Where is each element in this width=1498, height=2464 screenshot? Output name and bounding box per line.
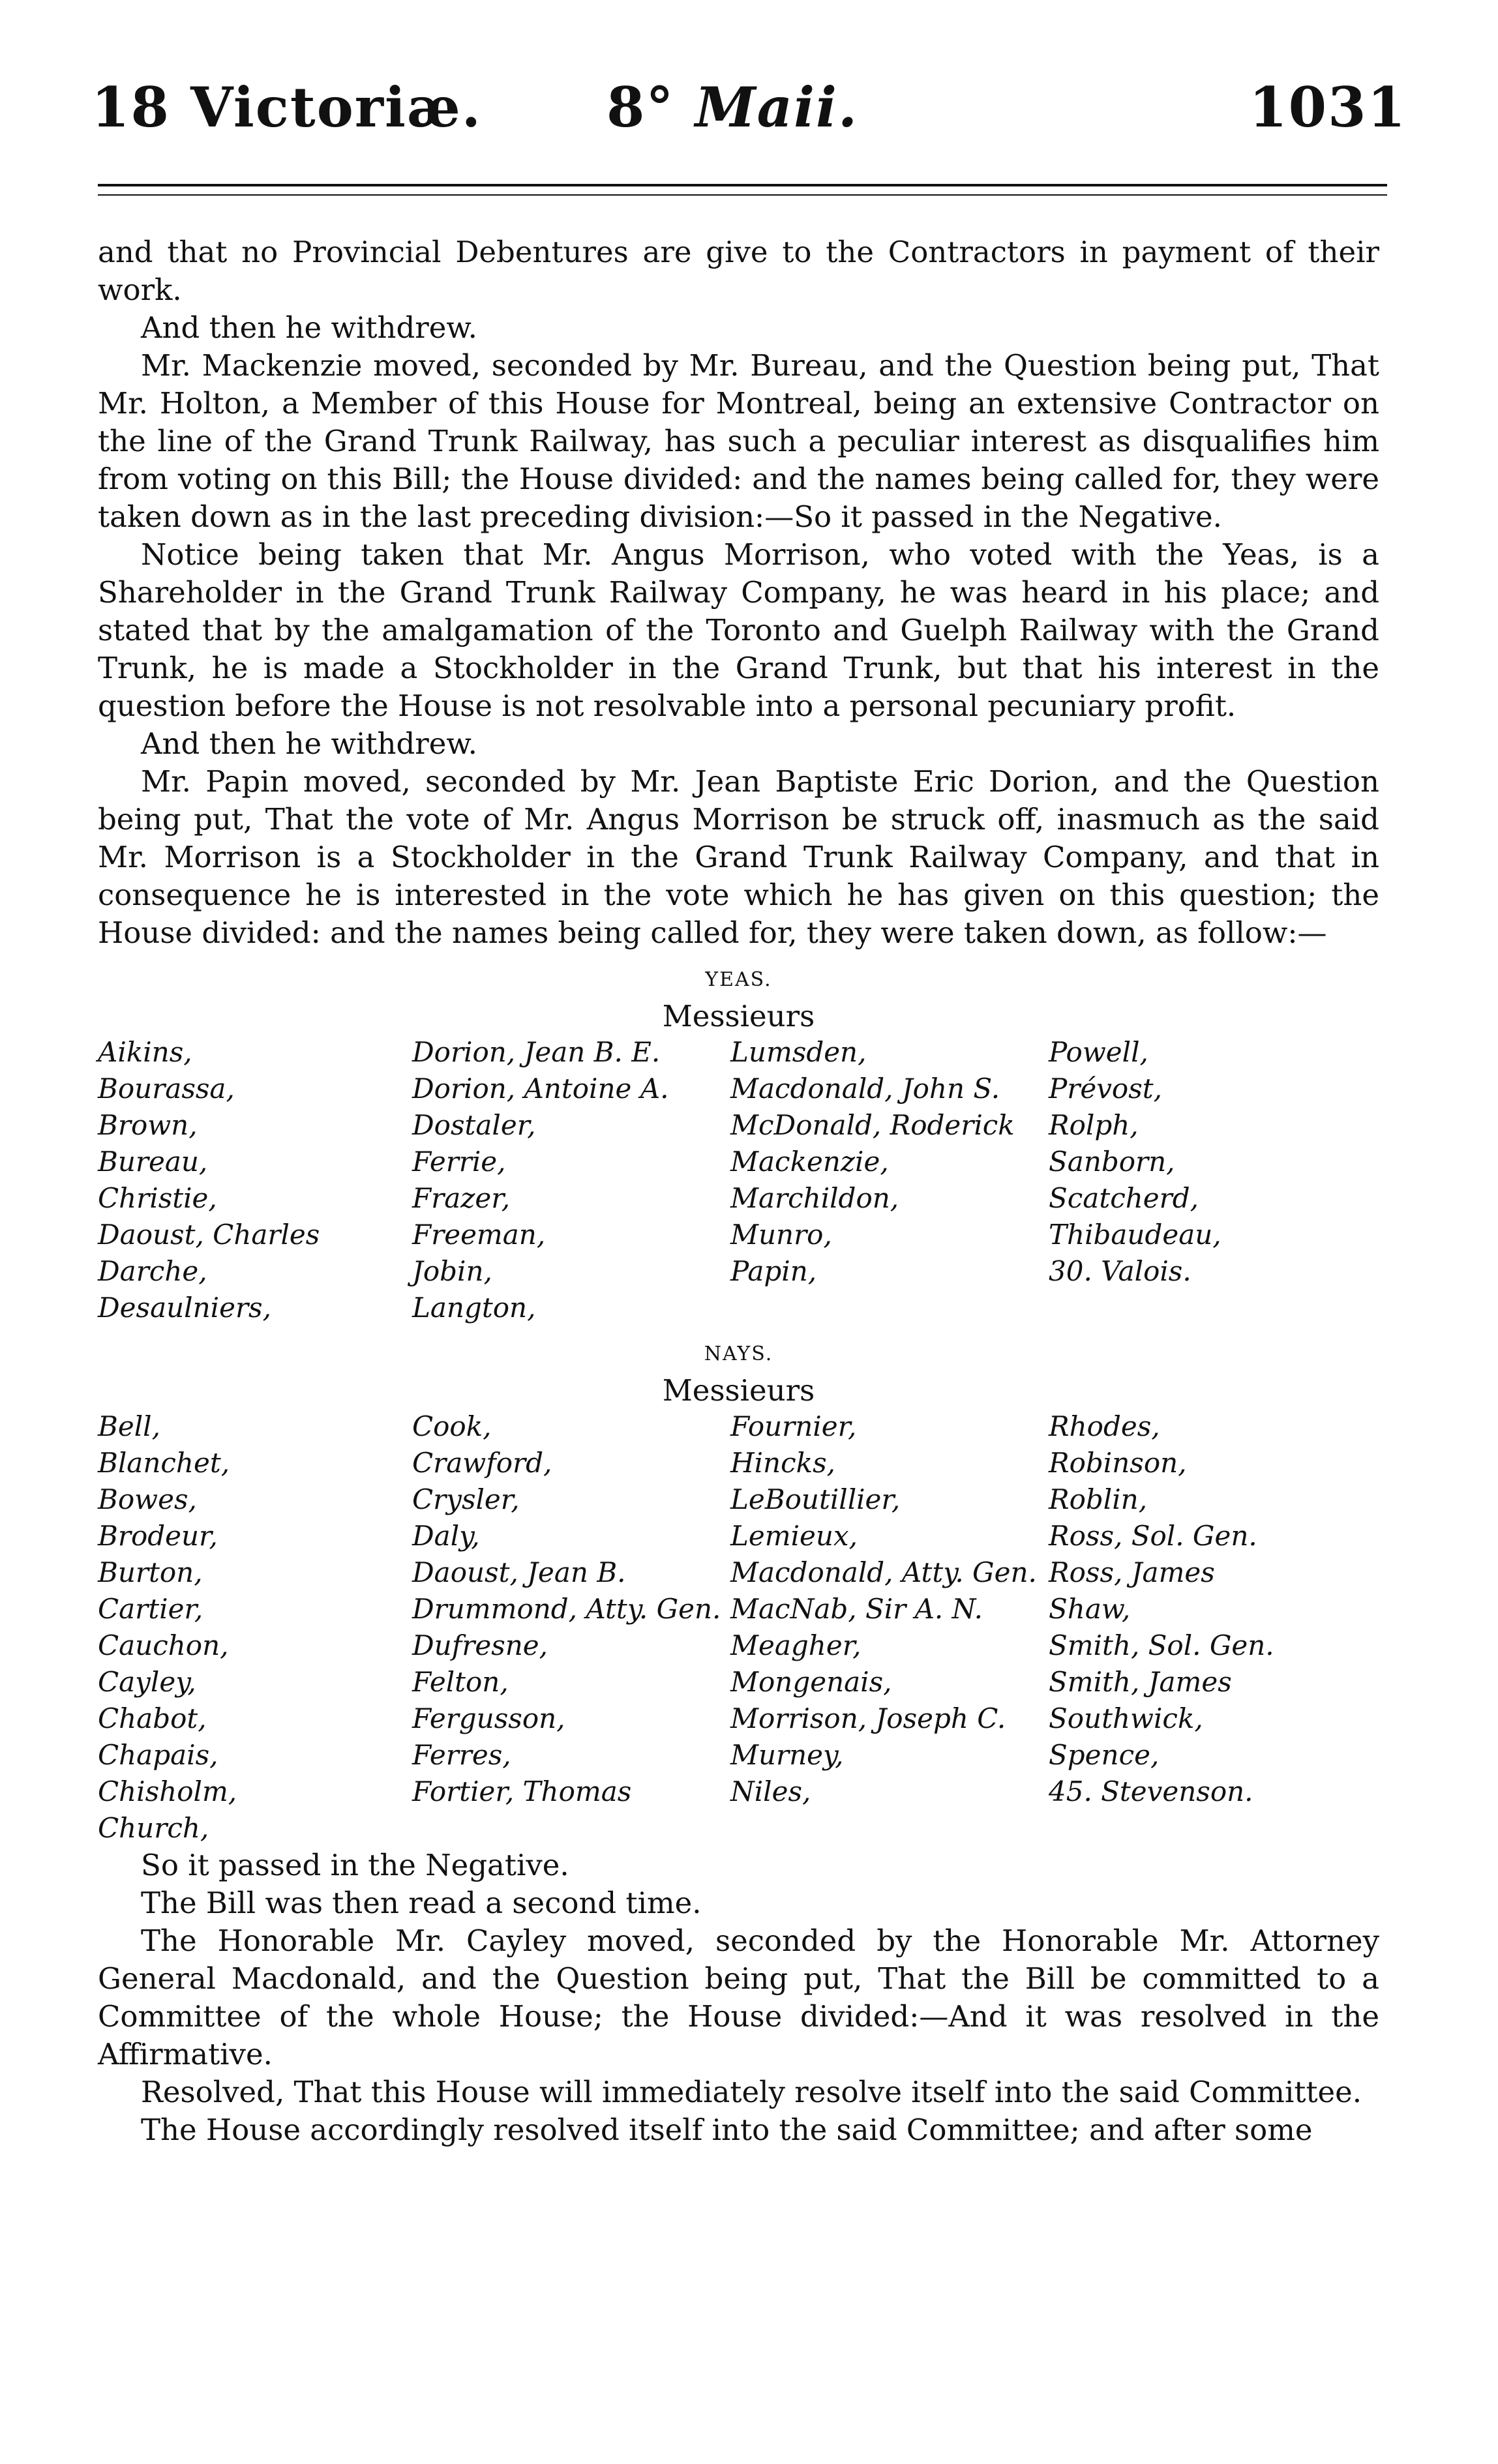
member-name: Niles, (730, 1775, 811, 1807)
member-name: Bourassa, (98, 1073, 235, 1105)
header-rule-thick (98, 184, 1387, 186)
member-name: Bell, (98, 1410, 160, 1442)
member-name: Southwick, (1049, 1702, 1203, 1734)
member-name: Frazer, (412, 1182, 511, 1214)
member-name: Smith, James (1049, 1666, 1232, 1698)
member-name: Mackenzie, (730, 1146, 889, 1178)
member-name: Sanborn, (1049, 1146, 1175, 1178)
top-paragraphs (98, 233, 1379, 952)
member-name: Spence, (1049, 1739, 1160, 1771)
member-name: Thibaudeau, (1049, 1219, 1221, 1251)
member-name: Rhodes, (1049, 1410, 1160, 1442)
paragraph: And then he withdrew. (141, 726, 477, 761)
member-name: 45. Stevenson. (1049, 1775, 1253, 1807)
member-name: Marchildon, (730, 1182, 899, 1214)
member-name (730, 1290, 1049, 1326)
member-name: Powell, (1049, 1036, 1148, 1068)
member-name: Dostaler, (412, 1109, 536, 1141)
member-name: Dufresne, (412, 1629, 548, 1661)
member-name (730, 1810, 1049, 1847)
member-name: Ross, Sol. Gen. (1049, 1520, 1257, 1552)
member-name: Smith, Sol. Gen. (1049, 1629, 1274, 1661)
member-name: Fortier, Thomas (412, 1775, 632, 1807)
member-name: Desaulniers, (98, 1292, 271, 1324)
member-name: Felton, (412, 1666, 509, 1698)
member-name: Ferrie, (412, 1146, 506, 1178)
member-name: Ferres, (412, 1739, 511, 1771)
header-date (607, 75, 858, 140)
member-name: Scatcherd, (1049, 1182, 1199, 1214)
member-name: Cartier, (98, 1593, 203, 1625)
member-name: Prévost, (1049, 1073, 1162, 1105)
header-month: Maii. (695, 75, 859, 140)
member-name: Cook, (412, 1410, 492, 1442)
paragraph: The Honorable Mr. Cayley moved, seconded by the Honorable Mr. Attorney General Macdonald, and the Question being put, That the Bill be committed to a Committee of the whole House; the House divided:—And it was resolved in the Affirmative. (98, 1923, 1379, 2071)
member-name (1049, 1290, 1379, 1326)
member-name: Morrison, Joseph C. (730, 1702, 1006, 1734)
nays-messieurs: Messieurs (662, 1373, 815, 1408)
member-name: Shaw, (1049, 1593, 1131, 1625)
member-name: Crysler, (412, 1483, 520, 1515)
page-header (91, 75, 1407, 160)
member-name: Munro, (730, 1219, 832, 1251)
header-rule-thin (98, 194, 1387, 196)
member-name: Darche, (98, 1255, 207, 1287)
member-name: Ross, James (1049, 1556, 1215, 1588)
member-name: Chapais, (98, 1739, 218, 1771)
member-name: Fournier, (730, 1410, 857, 1442)
paragraph: and that no Provincial Debentures are give to the Contractors in payment of their work. (98, 235, 1379, 307)
member-name: Freeman, (412, 1219, 546, 1251)
member-name: Daoust, Jean B. (412, 1556, 626, 1588)
member-name: Burton, (98, 1556, 203, 1588)
member-name: Church, (98, 1812, 209, 1844)
member-name: Chisholm, (98, 1775, 237, 1807)
paragraph: The Bill was then read a second time. (141, 1886, 702, 1920)
member-name: Brown, (98, 1109, 198, 1141)
member-name: Meagher, (730, 1629, 861, 1661)
paragraph: Notice being taken that Mr. Angus Morrison, who voted with the Yeas, is a Shareholder in the Grand Trunk Railway Company, he was heard in his place; and stated that by the amalgamation of the Toronto and Guelph Railway with the Grand Trunk, he is made a Stockholder in the Grand Trunk, but that his interest in the question before the House is not resolvable into a personal pecuniary profit. (98, 537, 1379, 723)
member-name: Crawford, (412, 1447, 552, 1479)
member-name: Chabot, (98, 1702, 207, 1734)
member-name: Brodeur, (98, 1520, 218, 1552)
member-name: Mongenais, (730, 1666, 892, 1698)
member-name: McDonald, Roderick (730, 1109, 1015, 1141)
page-body (98, 233, 1379, 2149)
member-name: Jobin, (412, 1255, 492, 1287)
header-regnal-year: 18 Victoriæ. (91, 75, 483, 140)
member-name: Drummond, Atty. Gen. (412, 1593, 721, 1625)
member-name: Cauchon, (98, 1629, 229, 1661)
member-name: Dorion, Jean B. E. (412, 1036, 661, 1068)
member-name: Christie, (98, 1182, 217, 1214)
member-name: Aikins, (98, 1036, 192, 1068)
member-name: Bureau, (98, 1146, 208, 1178)
page-number: 1031 (1249, 75, 1407, 140)
member-name: Langton, (412, 1292, 536, 1324)
member-name: Hincks, (730, 1447, 835, 1479)
nays-name-list (98, 1408, 1379, 1847)
yeas-name-list (98, 1034, 1379, 1326)
member-name: LeBoutillier, (730, 1483, 901, 1515)
member-name: Daly, (412, 1520, 480, 1552)
member-name (1049, 1810, 1379, 1847)
paragraph: Mr. Mackenzie moved, seconded by Mr. Bureau, and the Question being put, That Mr. Holton, a Member of this House for Montreal, being an extensive Contractor on the line of the Grand Trunk Railway, has such a peculiar interest as disqualifies him from voting on this Bill; the House divided: and the names being called for, they were taken down as in the last preceding division:—So it passed in the Negative. (98, 348, 1379, 534)
paragraph: The House accordingly resolved itself into the said Committee; and after some (141, 2113, 1313, 2147)
member-name: 30. Valois. (1049, 1255, 1191, 1287)
member-name: Lumsden, (730, 1036, 867, 1068)
paragraph: Mr. Papin moved, seconded by Mr. Jean Baptiste Eric Dorion, and the Question being put, That the vote of Mr. Angus Morrison be struck off, inasmuch as the said Mr. Morrison is a Stockholder in the Grand Trunk Railway Company, and that in consequence he is interested in the vote which he has given on this question; the House divided: and the names being called for, they were taken down, as follow:— (98, 764, 1379, 950)
member-name: Daoust, Charles (98, 1219, 320, 1251)
member-name: Macdonald, Atty. Gen. (730, 1556, 1037, 1588)
member-name: Cayley, (98, 1666, 196, 1698)
member-name: Lemieux, (730, 1520, 858, 1552)
bottom-paragraphs (98, 1847, 1379, 2149)
member-name: Bowes, (98, 1483, 197, 1515)
yeas-messieurs: Messieurs (662, 999, 815, 1033)
paragraph: So it passed in the Negative. (141, 1848, 569, 1882)
nays-heading: NAYS. (704, 1343, 773, 1365)
yeas-heading: YEAS. (705, 968, 772, 991)
member-name: Rolph, (1049, 1109, 1139, 1141)
header-day: 8° (607, 75, 675, 140)
member-name: Dorion, Antoine A. (412, 1073, 669, 1105)
member-name: Roblin, (1049, 1483, 1148, 1515)
member-name: MacNab, Sir A. N. (730, 1593, 983, 1625)
paragraph: Resolved, That this House will immediately resolve itself into the said Committee. (141, 2075, 1362, 2109)
paragraph: And then he withdrew. (141, 310, 477, 345)
member-name: Robinson, (1049, 1447, 1187, 1479)
member-name: Murney, (730, 1739, 844, 1771)
member-name: Papin, (730, 1255, 817, 1287)
member-name: Macdonald, John S. (730, 1073, 1000, 1105)
member-name: Fergusson, (412, 1702, 565, 1734)
member-name: Blanchet, (98, 1447, 230, 1479)
member-name (412, 1810, 730, 1847)
